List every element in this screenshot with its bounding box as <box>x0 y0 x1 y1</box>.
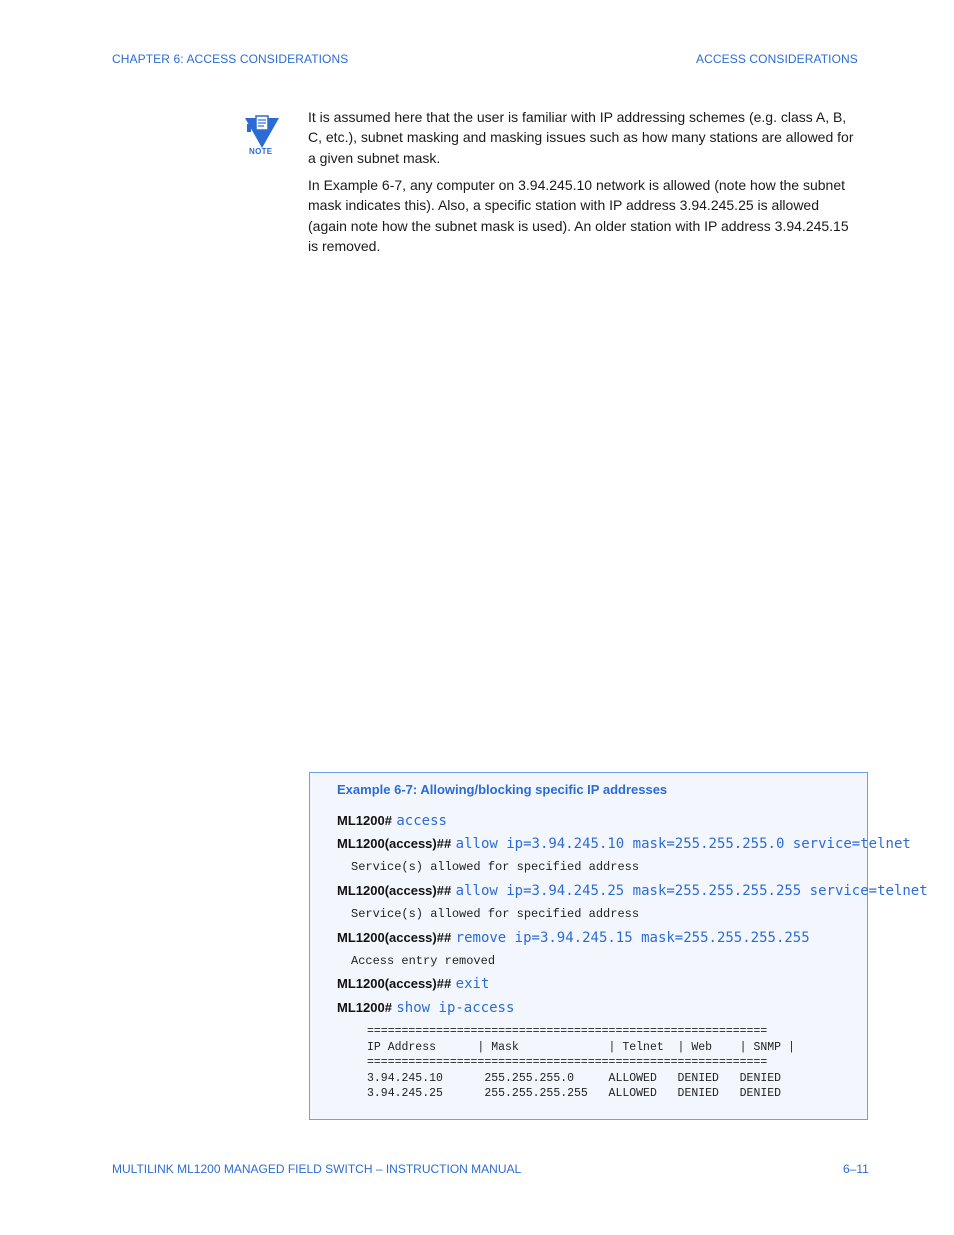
running-header-section: ACCESS CONSIDERATIONS <box>696 52 858 66</box>
table-header: IP Address | Mask | Telnet | Web | SNMP | <box>367 1041 795 1054</box>
cli-prompt: ML1200(access)## <box>337 836 452 851</box>
cli-prompt: ML1200(access)## <box>337 976 452 991</box>
command-line <box>337 975 489 993</box>
cli-command: remove ip=3.94.245.15 mask=255.255.255.255 <box>455 930 810 946</box>
note-label: NOTE <box>249 147 273 156</box>
running-header-chapter: CHAPTER 6: ACCESS CONSIDERATIONS <box>112 52 349 66</box>
command-line <box>337 812 447 830</box>
cli-command: exit <box>455 976 490 992</box>
cli-command: show ip-access <box>396 1000 515 1016</box>
command-line <box>337 882 928 900</box>
cli-command: access <box>396 813 447 829</box>
page-number: 6–11 <box>843 1162 869 1176</box>
cli-prompt: ML1200(access)## <box>337 930 452 945</box>
command-line <box>337 929 810 947</box>
cli-command: allow ip=3.94.245.25 mask=255.255.255.255 service=telnet <box>455 883 928 899</box>
running-footer-title: MULTILINK ML1200 MANAGED FIELD SWITCH – INSTRUCTION MANUAL <box>112 1162 522 1176</box>
table-row: 3.94.245.10 255.255.255.0 ALLOWED DENIED DENIED <box>367 1072 782 1085</box>
cli-prompt: ML1200# <box>337 813 392 828</box>
cli-prompt: ML1200(access)## <box>337 883 452 898</box>
cli-response: Service(s) allowed for specified address <box>351 907 640 921</box>
command-line <box>337 999 514 1017</box>
cli-response: Service(s) allowed for specified address <box>351 860 640 874</box>
table-row: 3.94.245.25 255.255.255.255 ALLOWED DENIED DENIED <box>367 1087 782 1100</box>
cli-prompt: ML1200# <box>337 1000 392 1015</box>
command-line <box>337 835 911 853</box>
cli-command: allow ip=3.94.245.10 mask=255.255.255.0 service=telnet <box>455 836 911 852</box>
cli-response: Access entry removed <box>351 954 496 968</box>
note-paragraph-2: In Example 6-7, any computer on 3.94.245.10 network is allowed (note how the subnet mask indicates this). Also, a specific station with IP address 3.94.245.25 is allowed (again note how the subnet mask is used). An older station with IP address 3.94.245.15 is removed. <box>308 177 849 254</box>
note-paragraph-1: It is assumed here that the user is familiar with IP addressing schemes (e.g. class A, B, C, etc.), subnet masking and masking issues such as how many stations are allowed for a given subnet mask. <box>308 109 854 166</box>
table-rule: ========================================================== <box>367 1056 768 1069</box>
table-rule: ========================================================== <box>367 1025 768 1038</box>
example-box <box>309 772 928 1120</box>
example-title: Example 6-7: Allowing/blocking specific IP addresses <box>337 782 668 797</box>
